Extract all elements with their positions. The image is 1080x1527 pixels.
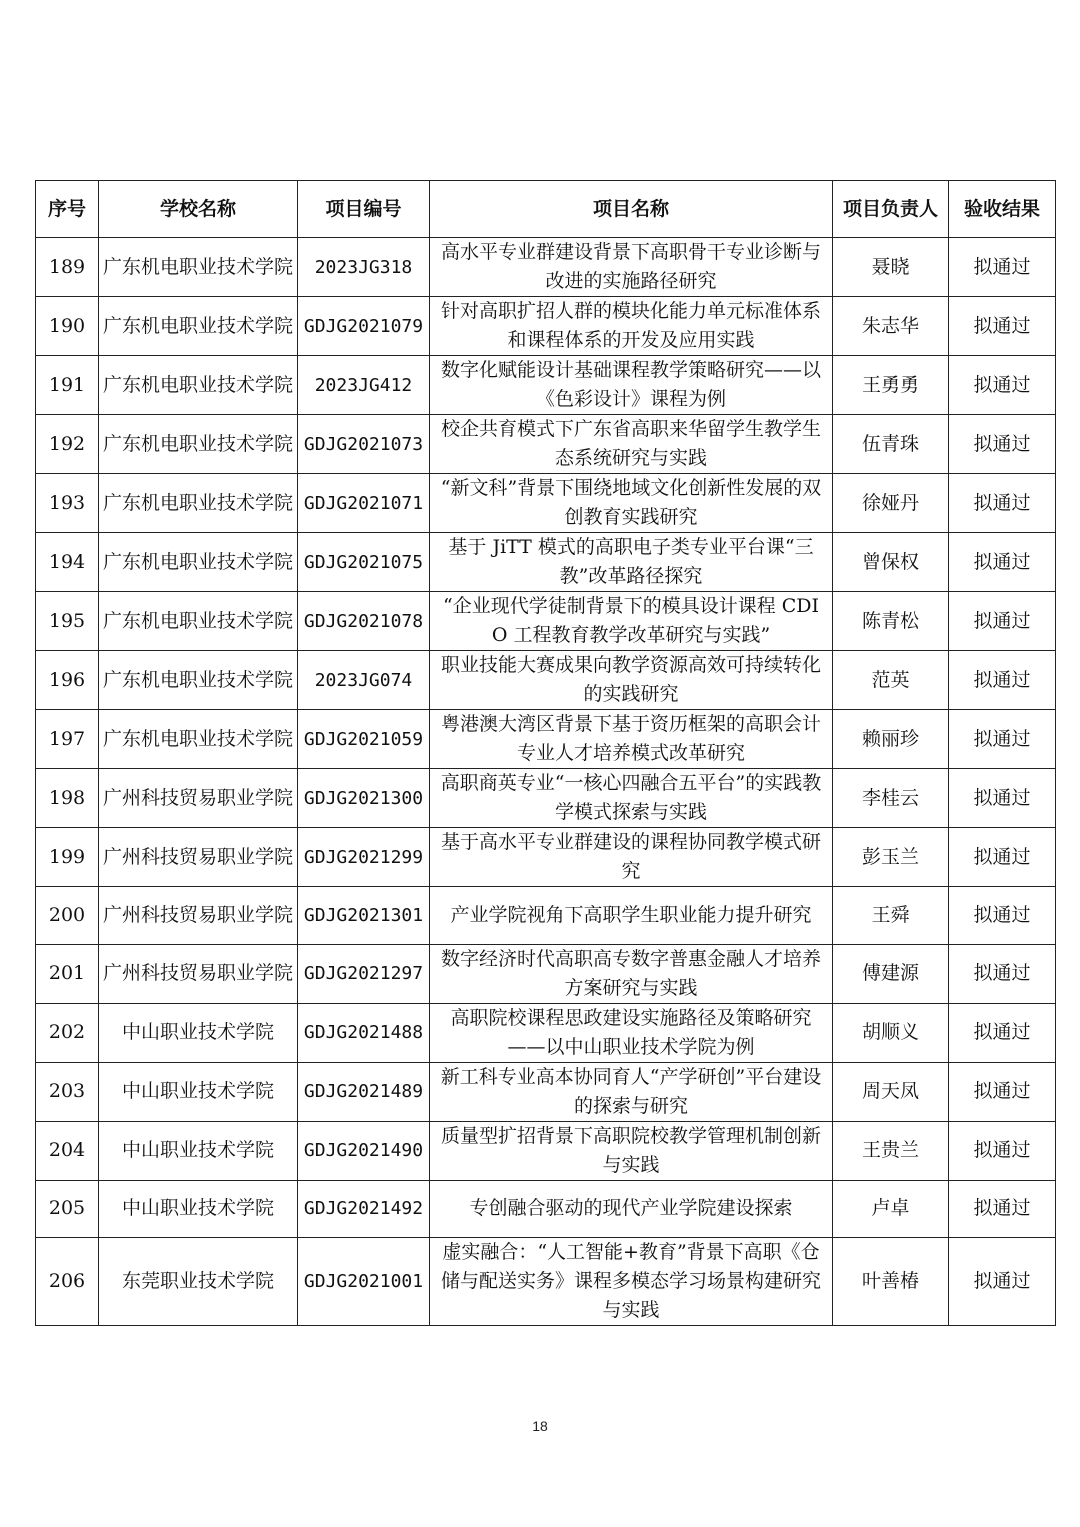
cell-serial-number: 203 xyxy=(36,1062,99,1121)
cell-project-leader: 朱志华 xyxy=(833,297,949,356)
cell-project-leader: 范英 xyxy=(833,651,949,710)
cell-project-code: GDJG2021001 xyxy=(298,1238,430,1326)
cell-project-leader: 曾保权 xyxy=(833,533,949,592)
cell-project-code: GDJG2021300 xyxy=(298,769,430,828)
cell-project-code: GDJG2021489 xyxy=(298,1062,430,1121)
cell-acceptance-result: 拟通过 xyxy=(949,1238,1056,1326)
cell-school-name: 广东机电职业技术学院 xyxy=(99,710,298,769)
header-project-leader: 项目负责人 xyxy=(833,181,949,238)
cell-project-name: “企业现代学徒制背景下的模具设计课程 CDIO 工程教育教学改革研究与实践” xyxy=(430,592,833,651)
cell-project-leader: 傅建源 xyxy=(833,944,949,1003)
cell-serial-number: 200 xyxy=(36,887,99,945)
cell-school-name: 中山职业技术学院 xyxy=(99,1180,298,1238)
cell-project-name: 高职院校课程思政建设实施路径及策略研究——以中山职业技术学院为例 xyxy=(430,1003,833,1062)
table-row xyxy=(36,474,1056,533)
cell-project-name: 粤港澳大湾区背景下基于资历框架的高职会计专业人才培养模式改革研究 xyxy=(430,710,833,769)
cell-serial-number: 193 xyxy=(36,474,99,533)
cell-acceptance-result: 拟通过 xyxy=(949,356,1056,415)
cell-school-name: 广州科技贸易职业学院 xyxy=(99,944,298,1003)
cell-serial-number: 202 xyxy=(36,1003,99,1062)
cell-school-name: 广东机电职业技术学院 xyxy=(99,415,298,474)
header-project-code: 项目编号 xyxy=(298,181,430,238)
header-serial-number: 序号 xyxy=(36,181,99,238)
cell-project-leader: 赖丽珍 xyxy=(833,710,949,769)
cell-acceptance-result: 拟通过 xyxy=(949,1003,1056,1062)
cell-serial-number: 199 xyxy=(36,828,99,887)
cell-serial-number: 206 xyxy=(36,1238,99,1326)
cell-school-name: 广州科技贸易职业学院 xyxy=(99,887,298,945)
table-row xyxy=(36,651,1056,710)
cell-acceptance-result: 拟通过 xyxy=(949,415,1056,474)
table-header-row xyxy=(36,181,1056,238)
cell-project-name: 数字经济时代高职高专数字普惠金融人才培养方案研究与实践 xyxy=(430,944,833,1003)
cell-acceptance-result: 拟通过 xyxy=(949,769,1056,828)
cell-project-code: GDJG2021078 xyxy=(298,592,430,651)
cell-project-name: “新文科”背景下围绕地域文化创新性发展的双创教育实践研究 xyxy=(430,474,833,533)
cell-acceptance-result: 拟通过 xyxy=(949,474,1056,533)
header-school-name: 学校名称 xyxy=(99,181,298,238)
table-row xyxy=(36,1062,1056,1121)
cell-acceptance-result: 拟通过 xyxy=(949,828,1056,887)
cell-school-name: 中山职业技术学院 xyxy=(99,1003,298,1062)
cell-acceptance-result: 拟通过 xyxy=(949,710,1056,769)
cell-school-name: 广东机电职业技术学院 xyxy=(99,592,298,651)
cell-acceptance-result: 拟通过 xyxy=(949,1121,1056,1180)
cell-serial-number: 201 xyxy=(36,944,99,1003)
cell-acceptance-result: 拟通过 xyxy=(949,1180,1056,1238)
cell-school-name: 广东机电职业技术学院 xyxy=(99,356,298,415)
cell-project-leader: 伍青珠 xyxy=(833,415,949,474)
cell-project-code: 2023JG074 xyxy=(298,651,430,710)
cell-project-name: 质量型扩招背景下高职院校教学管理机制创新与实践 xyxy=(430,1121,833,1180)
cell-serial-number: 196 xyxy=(36,651,99,710)
cell-project-name: 专创融合驱动的现代产业学院建设探索 xyxy=(430,1180,833,1238)
table-row xyxy=(36,592,1056,651)
page-number: 18 xyxy=(532,1418,548,1434)
cell-project-code: 2023JG412 xyxy=(298,356,430,415)
cell-project-name: 校企共育模式下广东省高职来华留学生教学生态系统研究与实践 xyxy=(430,415,833,474)
header-project-name: 项目名称 xyxy=(430,181,833,238)
cell-school-name: 中山职业技术学院 xyxy=(99,1121,298,1180)
cell-project-name: 高水平专业群建设背景下高职骨干专业诊断与改进的实施路径研究 xyxy=(430,238,833,297)
cell-project-leader: 叶善椿 xyxy=(833,1238,949,1326)
cell-acceptance-result: 拟通过 xyxy=(949,944,1056,1003)
cell-school-name: 广州科技贸易职业学院 xyxy=(99,828,298,887)
cell-school-name: 广东机电职业技术学院 xyxy=(99,474,298,533)
cell-serial-number: 194 xyxy=(36,533,99,592)
cell-project-name: 基于高水平专业群建设的课程协同教学模式研究 xyxy=(430,828,833,887)
table-row xyxy=(36,887,1056,945)
cell-project-leader: 陈青松 xyxy=(833,592,949,651)
cell-project-code: GDJG2021073 xyxy=(298,415,430,474)
cell-project-name: 产业学院视角下高职学生职业能力提升研究 xyxy=(430,887,833,945)
cell-acceptance-result: 拟通过 xyxy=(949,297,1056,356)
cell-school-name: 广东机电职业技术学院 xyxy=(99,533,298,592)
table-row xyxy=(36,356,1056,415)
cell-project-name: 针对高职扩招人群的模块化能力单元标准体系和课程体系的开发及应用实践 xyxy=(430,297,833,356)
cell-acceptance-result: 拟通过 xyxy=(949,533,1056,592)
cell-project-code: GDJG2021297 xyxy=(298,944,430,1003)
cell-school-name: 广州科技贸易职业学院 xyxy=(99,769,298,828)
cell-serial-number: 192 xyxy=(36,415,99,474)
cell-acceptance-result: 拟通过 xyxy=(949,1062,1056,1121)
cell-project-code: 2023JG318 xyxy=(298,238,430,297)
cell-project-leader: 卢卓 xyxy=(833,1180,949,1238)
cell-serial-number: 189 xyxy=(36,238,99,297)
table-row xyxy=(36,769,1056,828)
cell-project-name: 数字化赋能设计基础课程教学策略研究——以《色彩设计》课程为例 xyxy=(430,356,833,415)
cell-project-code: GDJG2021071 xyxy=(298,474,430,533)
cell-serial-number: 197 xyxy=(36,710,99,769)
cell-project-leader: 王贵兰 xyxy=(833,1121,949,1180)
cell-project-leader: 周天凤 xyxy=(833,1062,949,1121)
cell-school-name: 广东机电职业技术学院 xyxy=(99,238,298,297)
cell-project-code: GDJG2021301 xyxy=(298,887,430,945)
acceptance-results-table xyxy=(35,180,1056,1326)
cell-project-leader: 徐娅丹 xyxy=(833,474,949,533)
cell-school-name: 广东机电职业技术学院 xyxy=(99,651,298,710)
cell-project-leader: 彭玉兰 xyxy=(833,828,949,887)
cell-school-name: 中山职业技术学院 xyxy=(99,1062,298,1121)
cell-acceptance-result: 拟通过 xyxy=(949,592,1056,651)
cell-project-name: 职业技能大赛成果向教学资源高效可持续转化的实践研究 xyxy=(430,651,833,710)
cell-project-code: GDJG2021079 xyxy=(298,297,430,356)
table-row xyxy=(36,297,1056,356)
cell-school-name: 东莞职业技术学院 xyxy=(99,1238,298,1326)
table-row xyxy=(36,415,1056,474)
cell-acceptance-result: 拟通过 xyxy=(949,887,1056,945)
cell-project-code: GDJG2021488 xyxy=(298,1003,430,1062)
cell-project-leader: 李桂云 xyxy=(833,769,949,828)
cell-serial-number: 195 xyxy=(36,592,99,651)
cell-serial-number: 204 xyxy=(36,1121,99,1180)
table-row xyxy=(36,944,1056,1003)
cell-project-leader: 聂晓 xyxy=(833,238,949,297)
cell-project-code: GDJG2021059 xyxy=(298,710,430,769)
cell-serial-number: 198 xyxy=(36,769,99,828)
table-row xyxy=(36,533,1056,592)
cell-project-code: GDJG2021299 xyxy=(298,828,430,887)
cell-project-name: 高职商英专业“一核心四融合五平台”的实践教学模式探索与实践 xyxy=(430,769,833,828)
cell-project-leader: 胡顺义 xyxy=(833,1003,949,1062)
cell-project-code: GDJG2021492 xyxy=(298,1180,430,1238)
table-row xyxy=(36,828,1056,887)
cell-serial-number: 205 xyxy=(36,1180,99,1238)
cell-acceptance-result: 拟通过 xyxy=(949,651,1056,710)
cell-project-code: GDJG2021075 xyxy=(298,533,430,592)
table-row xyxy=(36,238,1056,297)
table-row xyxy=(36,1180,1056,1238)
cell-serial-number: 190 xyxy=(36,297,99,356)
cell-project-name: 基于 JiTT 模式的高职电子类专业平台课“三教”改革路径探究 xyxy=(430,533,833,592)
cell-serial-number: 191 xyxy=(36,356,99,415)
cell-project-leader: 王勇勇 xyxy=(833,356,949,415)
table-row xyxy=(36,1003,1056,1062)
cell-project-code: GDJG2021490 xyxy=(298,1121,430,1180)
cell-acceptance-result: 拟通过 xyxy=(949,238,1056,297)
cell-project-name: 虚实融合：“人工智能+教育”背景下高职《仓储与配送实务》课程多模态学习场景构建研究与实践 xyxy=(430,1238,833,1326)
table-row xyxy=(36,710,1056,769)
cell-project-leader: 王舜 xyxy=(833,887,949,945)
cell-school-name: 广东机电职业技术学院 xyxy=(99,297,298,356)
header-acceptance-result: 验收结果 xyxy=(949,181,1056,238)
table-row xyxy=(36,1121,1056,1180)
table-row xyxy=(36,1238,1056,1326)
cell-project-name: 新工科专业高本协同育人“产学研创”平台建设的探索与研究 xyxy=(430,1062,833,1121)
